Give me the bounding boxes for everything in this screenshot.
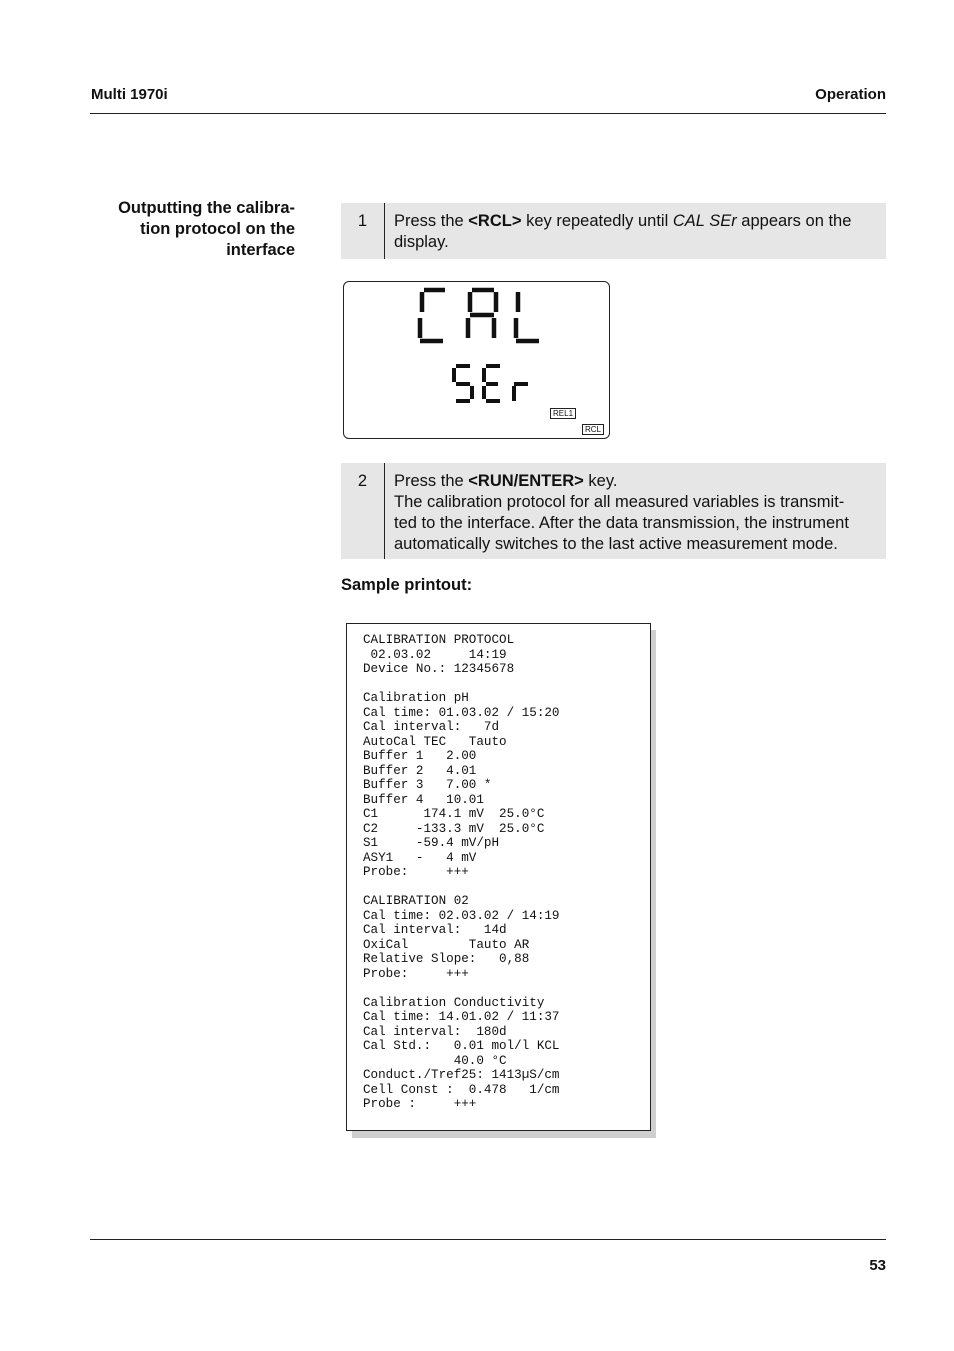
lcd-display-illustration (343, 281, 610, 439)
step-line: ted to the interface. After the data transmission, the instrument (394, 514, 849, 532)
lcd-line2-text: SEr (454, 392, 456, 393)
rcl-key-label: <RCL> (468, 212, 522, 230)
side-heading-line: interface (226, 241, 295, 259)
sample-printout-heading: Sample printout: (341, 576, 473, 594)
step-text (385, 203, 886, 259)
lcd-segment-line1 (420, 290, 539, 341)
step-2 (341, 463, 886, 559)
page-number: 53 (869, 1257, 886, 1274)
step-number: 1 (341, 203, 385, 259)
side-heading-line: Outputting the calibra- (118, 199, 295, 217)
step-pre: Press the (394, 472, 469, 490)
printout-text: CALIBRATION PROTOCOL 02.03.02 14:19 Device No.: 12345678 Calibration pH Cal time: 01.03.02 / 15:20 Cal interval: 7d AutoCal TEC Tauto Buffer 1 2.00 Buffer 2 4.01 Buffer 3 7.00 * Buffer 4 10.01 C1 174.1 mV 25.0°C C2 -133.3 mV 25.0°C S1 -59.4 mV/pH ASY1 - 4 mV Probe: +++ CALIBRATION 02 Cal time: 02.03.02 / 14:19 Cal interval: 14d OxiCal Tauto AR Relative Slope: 0,88 Probe: +++ Calibration Conductivity Cal time: 14.01.02 / 11:37 Cal interval: 180d Cal Std.: 0.01 mol/l KCL 40.0 °C Conduct./Tref25: 1413µS/cm Cell Const : 0.478 1/cm Probe : +++ (363, 633, 560, 1111)
header-rule (90, 113, 886, 114)
step-text (385, 463, 857, 559)
running-header-section: Operation (815, 86, 886, 103)
step-line: The calibration protocol for all measured variables is transmit- (394, 493, 845, 511)
side-heading-line: tion protocol on the (140, 220, 295, 238)
footer-rule (90, 1239, 886, 1240)
section-side-heading (90, 198, 295, 261)
step-mid: key repeatedly until (521, 212, 673, 230)
running-header-title: Multi 1970i (91, 86, 168, 103)
rcl-indicator: RCL (582, 424, 604, 435)
rel1-indicator: REL1 (550, 408, 576, 419)
step-line: automatically switches to the last active measurement mode. (394, 535, 838, 553)
step-first-line (394, 471, 849, 492)
step-number: 2 (341, 463, 385, 559)
step-post: appears on the display. (394, 212, 852, 251)
step-pre: Press the (394, 212, 469, 230)
sample-printout-box (346, 623, 651, 1131)
step-1 (341, 203, 886, 259)
lcd-line1-text: CAL (419, 327, 421, 328)
run-enter-key-label: <RUN/ENTER> (468, 472, 584, 490)
lcd-segment-line2 (454, 366, 528, 401)
step-post: key. (583, 472, 618, 490)
display-text-reference: CAL SEr (672, 212, 737, 230)
